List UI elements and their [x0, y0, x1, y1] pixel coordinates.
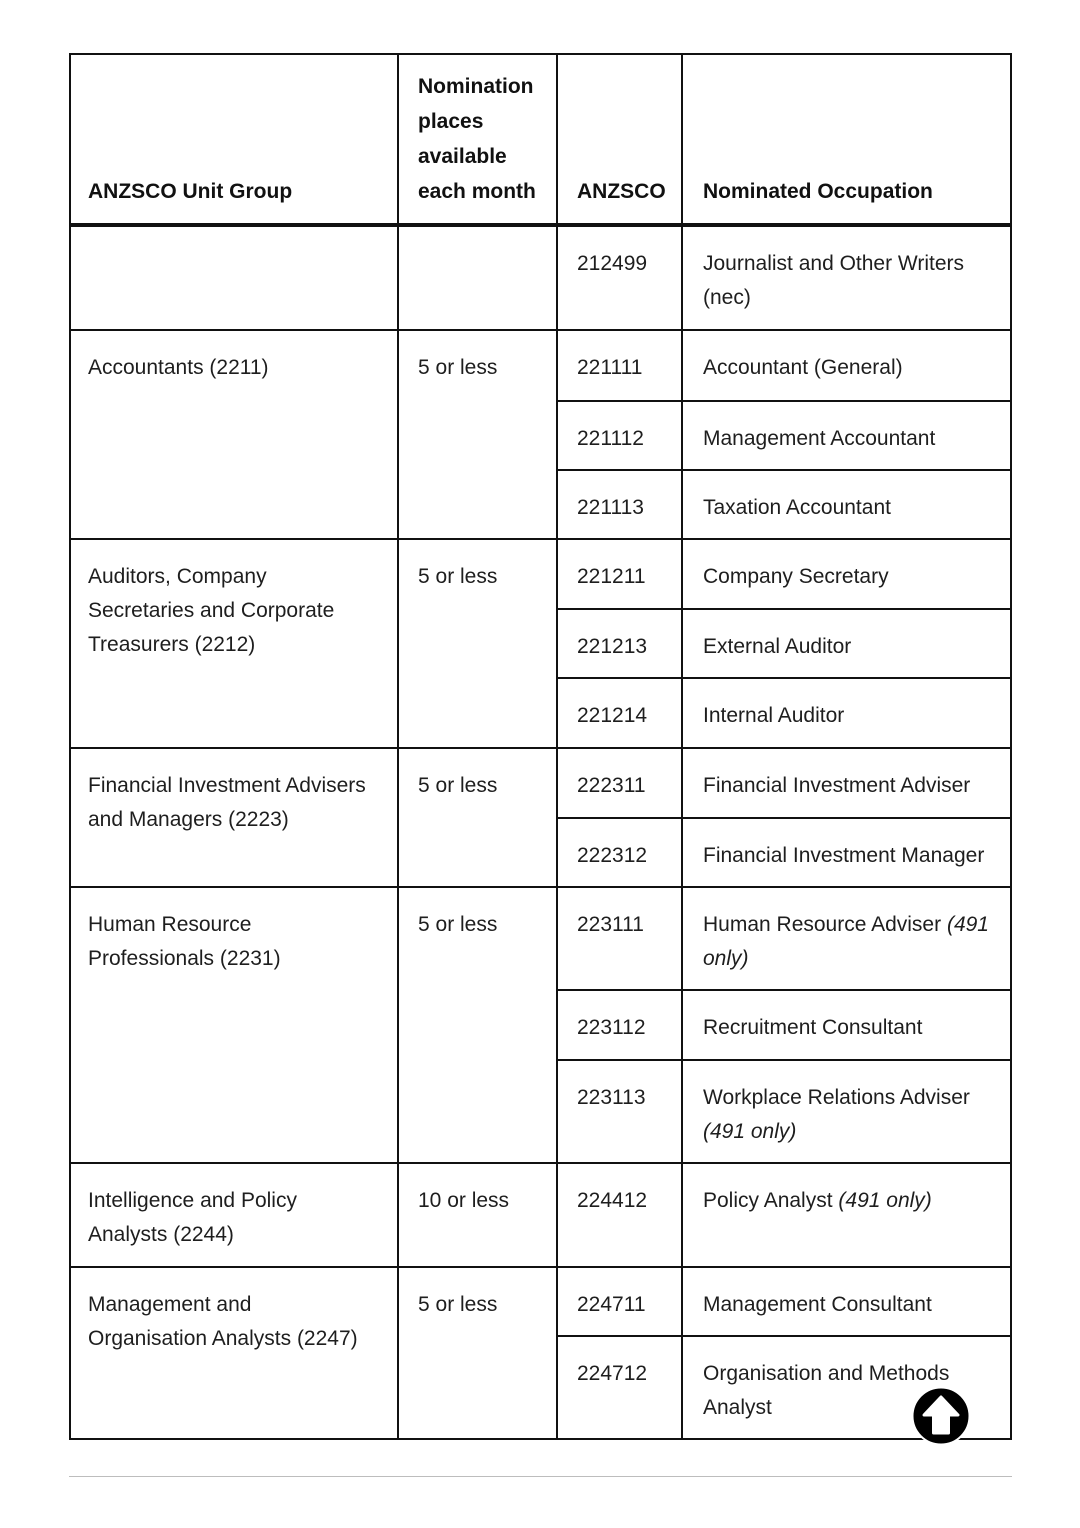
occupation-name: Accountant (General): [703, 356, 903, 379]
anzsco-code-cell: 221112: [558, 402, 683, 471]
places-cell: 5 or less: [399, 331, 558, 540]
occupation-cell: [683, 1061, 1012, 1164]
occupation-name: Management Accountant: [703, 427, 936, 450]
occupation-cell: [683, 749, 1012, 819]
occupation-cell: [683, 819, 1012, 888]
anzsco-code-cell: 212499: [558, 227, 683, 331]
unit-group-cell: Financial Investment Advisers and Managers (2223): [69, 749, 399, 888]
unit-group-cell: [69, 227, 399, 331]
header-occupation-label: Nominated Occupation: [703, 180, 933, 203]
unit-group-cell: Intelligence and Policy Analysts (2244): [69, 1164, 399, 1268]
occupation-cell: [683, 227, 1012, 331]
places-cell: 5 or less: [399, 888, 558, 1164]
anzsco-code-cell: 224711: [558, 1268, 683, 1337]
occupation-name: Policy Analyst: [703, 1189, 833, 1212]
occupation-name: Journalist and Other Writers (nec): [703, 252, 965, 309]
occupation-name: Financial Investment Adviser: [703, 774, 971, 797]
anzsco-code-cell: 223112: [558, 991, 683, 1061]
anzsco-code-cell: 221111: [558, 331, 683, 402]
anzsco-code-cell: 221213: [558, 610, 683, 679]
occupation-cell: [683, 888, 1012, 991]
page-divider: [69, 1476, 1012, 1477]
occupation-name: Organisation and Methods Analyst: [703, 1362, 950, 1419]
occupation-name: Workplace Relations Adviser: [703, 1086, 970, 1109]
occupation-cell: [683, 1268, 1012, 1337]
unit-group-cell: Management and Organisation Analysts (2247): [69, 1268, 399, 1440]
occupation-name: Recruitment Consultant: [703, 1016, 923, 1039]
header-unit-group: [69, 53, 399, 227]
anzsco-code-cell: 223113: [558, 1061, 683, 1164]
occupation-cell: [683, 331, 1012, 402]
anzsco-code-cell: 221211: [558, 540, 683, 610]
occupation-cell: [683, 1164, 1012, 1268]
scroll-to-top-button[interactable]: [911, 1386, 971, 1446]
arrow-up-icon: [911, 1386, 971, 1446]
occupation-cell: [683, 610, 1012, 679]
occupation-name: Financial Investment Manager: [703, 844, 985, 867]
occupation-note: (491 only): [838, 1189, 932, 1212]
occupation-name: Management Consultant: [703, 1293, 932, 1316]
places-cell: 5 or less: [399, 1268, 558, 1440]
header-places-label: Nomination places available each month: [418, 75, 536, 203]
places-cell: [399, 227, 558, 331]
anzsco-code-cell: 221113: [558, 471, 683, 540]
anzsco-code-cell: 224712: [558, 1337, 683, 1440]
occupation-name: Company Secretary: [703, 565, 889, 588]
anzsco-code-cell: 223111: [558, 888, 683, 991]
occupation-name: Human Resource Adviser: [703, 913, 942, 936]
header-occupation: [683, 53, 1012, 227]
places-cell: 10 or less: [399, 1164, 558, 1268]
unit-group-cell: Human Resource Professionals (2231): [69, 888, 399, 1164]
occupation-name: External Auditor: [703, 635, 852, 658]
occupation-note: (491 only): [703, 1120, 797, 1143]
header-unit-group-label: ANZSCO Unit Group: [88, 180, 293, 203]
header-places: [399, 53, 558, 227]
occupation-note: (491 only): [703, 913, 989, 970]
anzsco-code-cell: 221214: [558, 679, 683, 749]
places-cell: 5 or less: [399, 749, 558, 888]
header-anzsco: [558, 53, 683, 227]
occupation-cell: [683, 991, 1012, 1061]
header-anzsco-label: ANZSCO: [577, 180, 666, 203]
unit-group-cell: Auditors, Company Secretaries and Corporate Treasurers (2212): [69, 540, 399, 749]
occupation-cell: [683, 402, 1012, 471]
occupation-table: [69, 53, 1012, 1440]
occupation-cell: [683, 679, 1012, 749]
anzsco-code-cell: 222312: [558, 819, 683, 888]
anzsco-code-cell: 224412: [558, 1164, 683, 1268]
occupation-name: Internal Auditor: [703, 704, 845, 727]
occupation-cell: [683, 540, 1012, 610]
occupation-name: Taxation Accountant: [703, 496, 891, 519]
unit-group-cell: Accountants (2211): [69, 331, 399, 540]
occupation-cell: [683, 471, 1012, 540]
places-cell: 5 or less: [399, 540, 558, 749]
anzsco-code-cell: 222311: [558, 749, 683, 819]
